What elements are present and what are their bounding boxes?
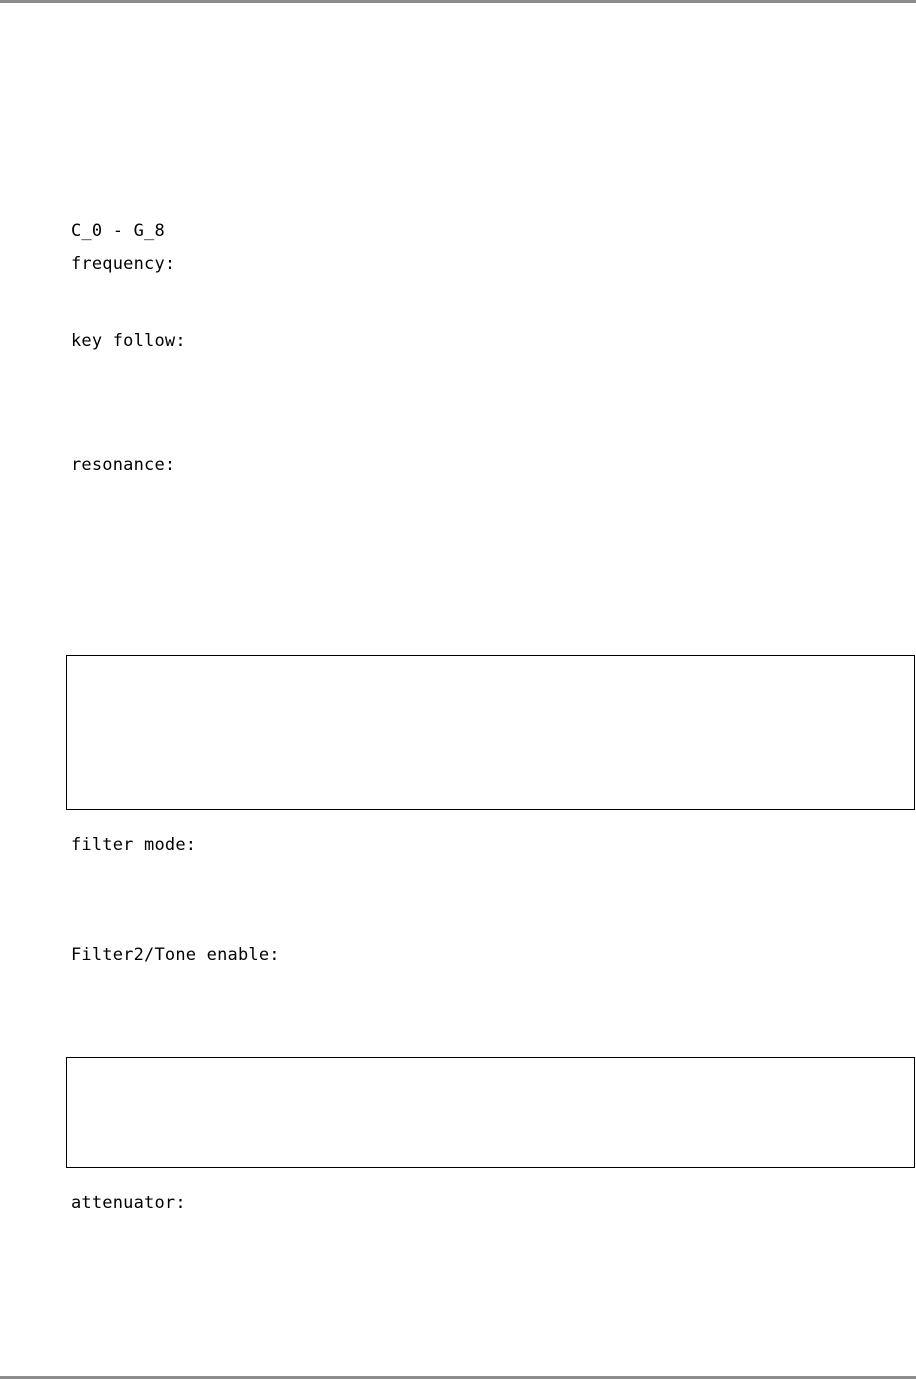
range-label: C_0 - G_8 [71, 221, 165, 241]
attenuator-label: attenuator: [71, 1193, 186, 1213]
figure-frame-filter [66, 655, 915, 810]
filter2-tone-enable-label: Filter2/Tone enable: [71, 945, 280, 965]
figure-frame-tone [66, 1057, 915, 1168]
key-follow-label: key follow: [71, 331, 186, 351]
footer-rule [0, 1376, 916, 1379]
frequency-label: frequency: [71, 254, 176, 274]
resonance-label: resonance: [71, 455, 176, 475]
header-rule [0, 0, 916, 3]
filter-mode-label: filter mode: [71, 835, 197, 855]
